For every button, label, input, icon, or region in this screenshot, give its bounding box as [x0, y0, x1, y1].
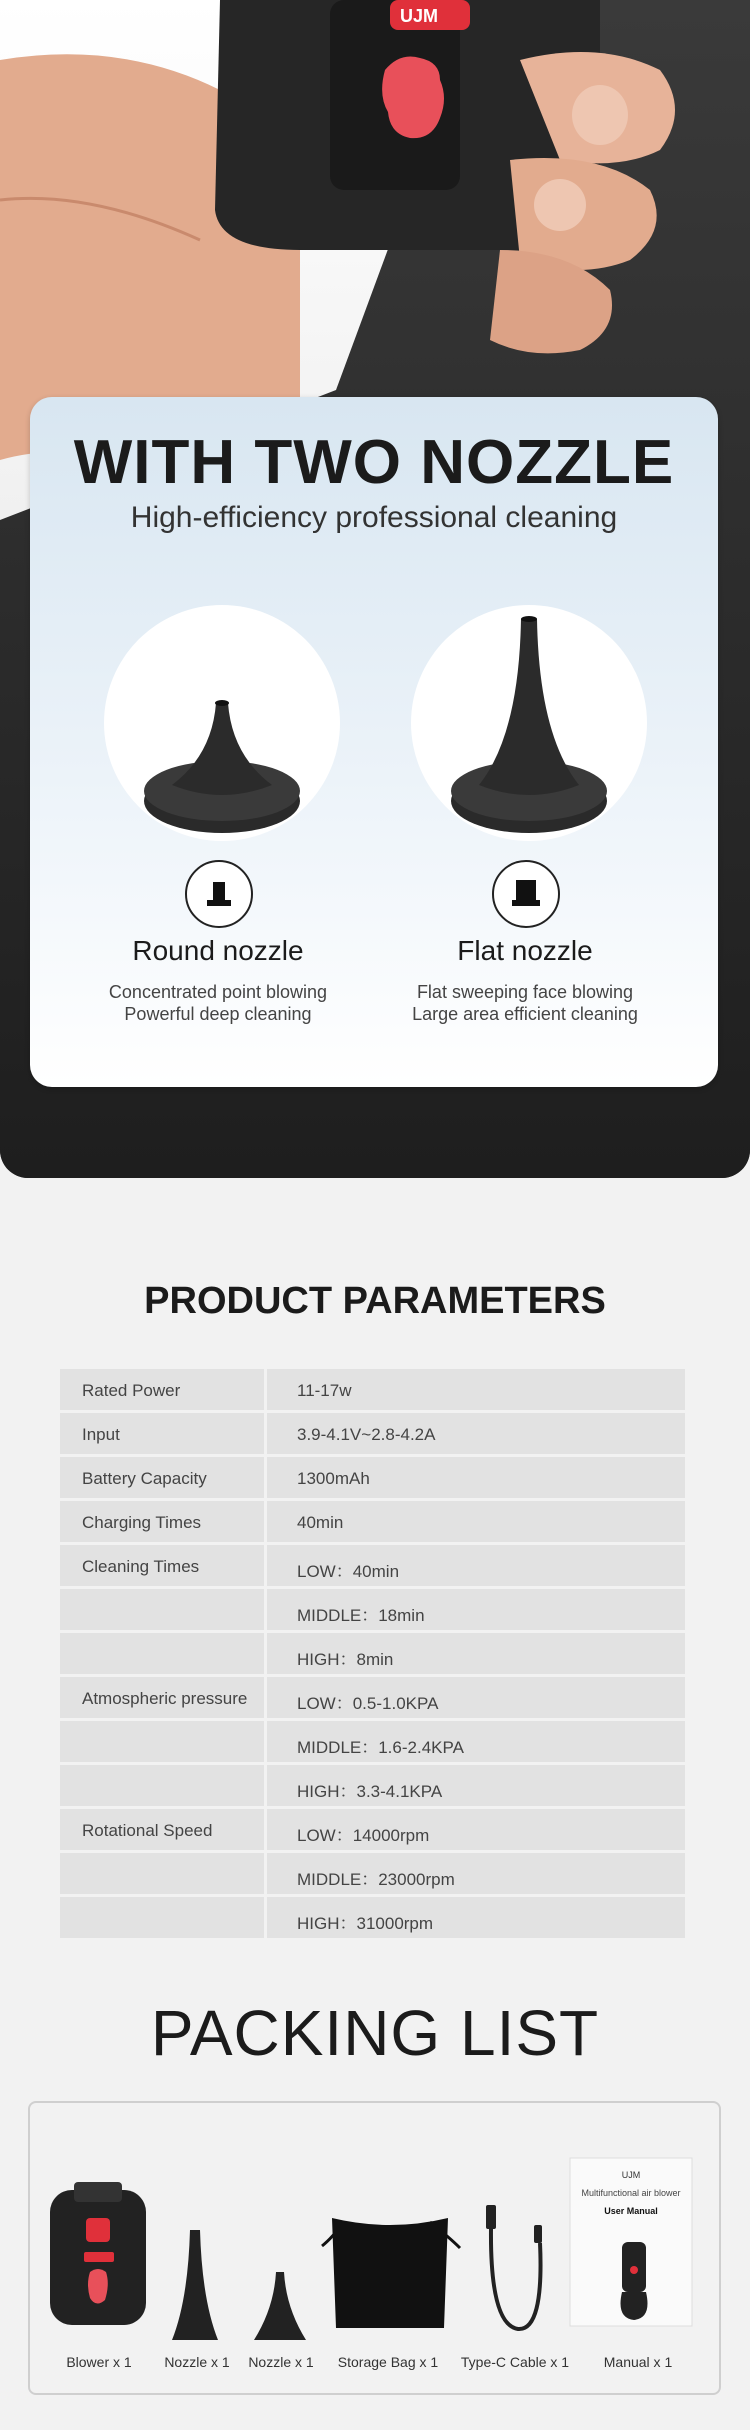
param-row: [60, 1897, 685, 1938]
round-nozzle-column: [68, 605, 368, 1065]
param-key-cell: [60, 1809, 264, 1850]
param-row: [60, 1765, 685, 1806]
param-value-cell: [267, 1501, 685, 1542]
param-key: Rotational Speed: [82, 1821, 213, 1840]
param-value: 1300mAh: [297, 1469, 370, 1488]
param-value-cell: [267, 1589, 685, 1630]
param-value-cell: [267, 1633, 685, 1674]
param-row: [60, 1589, 685, 1630]
param-value: LOW：14000rpm: [297, 1826, 430, 1845]
param-row: [60, 1809, 685, 1850]
param-row: [60, 1853, 685, 1894]
param-key-cell: [60, 1853, 264, 1894]
flat-nozzle-icon: [492, 860, 560, 928]
param-row: [60, 1677, 685, 1718]
param-value: 3.9-4.1V~2.8-4.2A: [297, 1425, 436, 1444]
param-key-cell: [60, 1413, 264, 1454]
pack-label-type-c-cable: Type-C Cable x 1: [460, 2354, 570, 2370]
param-value: HIGH：3.3-4.1KPA: [297, 1782, 443, 1801]
flat-nozzle-image: [411, 605, 647, 841]
pack-label-blower: Blower x 1: [66, 2354, 132, 2370]
packing-list-title: PACKING LIST: [150, 1997, 600, 2069]
param-value: LOW：40min: [297, 1562, 400, 1581]
parameters-title: PRODUCT PARAMETERS: [144, 1280, 606, 1322]
param-key-cell: [60, 1369, 264, 1410]
param-key: Battery Capacity: [82, 1469, 207, 1488]
two-nozzle-card: [30, 397, 718, 1087]
pack-label-nozzle-1: Nozzle x 1: [164, 2354, 230, 2370]
param-value: MIDDLE：23000rpm: [297, 1870, 455, 1889]
parameters-table: [60, 1369, 685, 1941]
param-key: Rated Power: [82, 1381, 181, 1400]
param-value-cell: [267, 1677, 685, 1718]
param-row: [60, 1413, 685, 1454]
round-nozzle-icon: [185, 860, 253, 928]
param-key-cell: [60, 1457, 264, 1498]
round-nozzle-name: Round nozzle: [132, 935, 304, 966]
param-value-cell: [267, 1369, 685, 1410]
param-row: [60, 1545, 685, 1586]
param-row: [60, 1721, 685, 1762]
pack-label-storage-bag: Storage Bag x 1: [337, 2354, 439, 2370]
param-value-cell: [267, 1897, 685, 1938]
param-key-cell: [60, 1633, 264, 1674]
param-key-cell: [60, 1897, 264, 1938]
flat-nozzle-column: [375, 605, 675, 1065]
param-key: Atmospheric pressure: [82, 1689, 248, 1708]
param-row: [60, 1501, 685, 1542]
manual-brand: UJM: [621, 2170, 641, 2180]
param-value: 11-17w: [297, 1381, 352, 1400]
param-value-cell: [267, 1721, 685, 1762]
device-brand-text: UJM: [400, 6, 439, 26]
param-value-cell: [267, 1545, 685, 1586]
manual-subtitle: User Manual: [604, 2206, 658, 2216]
param-row: [60, 1633, 685, 1674]
param-key-cell: [60, 1677, 264, 1718]
round-nozzle-description: Concentrated point blowing Powerful deep cleaning: [108, 982, 328, 1024]
flat-nozzle-name: Flat nozzle: [457, 935, 593, 966]
param-value: LOW：0.5-1.0KPA: [297, 1694, 439, 1713]
param-key: Cleaning Times: [82, 1557, 200, 1576]
param-value: HIGH：31000rpm: [297, 1914, 434, 1933]
hero-section: [0, 0, 750, 1178]
manual-title: Multifunctional air blower: [581, 2188, 681, 2198]
param-value: HIGH：8min: [297, 1650, 394, 1669]
param-value-cell: [267, 1765, 685, 1806]
param-key: Input: [82, 1425, 120, 1444]
param-key-cell: [60, 1589, 264, 1630]
pack-label-nozzle-2: Nozzle x 1: [248, 2354, 314, 2370]
param-row: [60, 1369, 685, 1410]
param-value-cell: [267, 1457, 685, 1498]
round-nozzle-image: [104, 605, 340, 841]
param-value: 40min: [297, 1513, 344, 1532]
param-key-cell: [60, 1501, 264, 1542]
flat-nozzle-description: Flat sweeping face blowing Large area efficient cleaning: [412, 982, 638, 1024]
param-key-cell: [60, 1545, 264, 1586]
card-subtitle: High-efficiency professional cleaning: [130, 501, 618, 534]
param-key: Charging Times: [82, 1513, 202, 1532]
param-value-cell: [267, 1413, 685, 1454]
param-value-cell: [267, 1853, 685, 1894]
param-key-cell: [60, 1765, 264, 1806]
param-key-cell: [60, 1721, 264, 1762]
param-value: MIDDLE：18min: [297, 1606, 425, 1625]
param-value: MIDDLE：1.6-2.4KPA: [297, 1738, 464, 1757]
card-title: WITH TWO NOZZLE: [73, 428, 675, 497]
param-value-cell: [267, 1809, 685, 1850]
param-row: [60, 1457, 685, 1498]
pack-label-manual: Manual x 1: [603, 2354, 673, 2370]
